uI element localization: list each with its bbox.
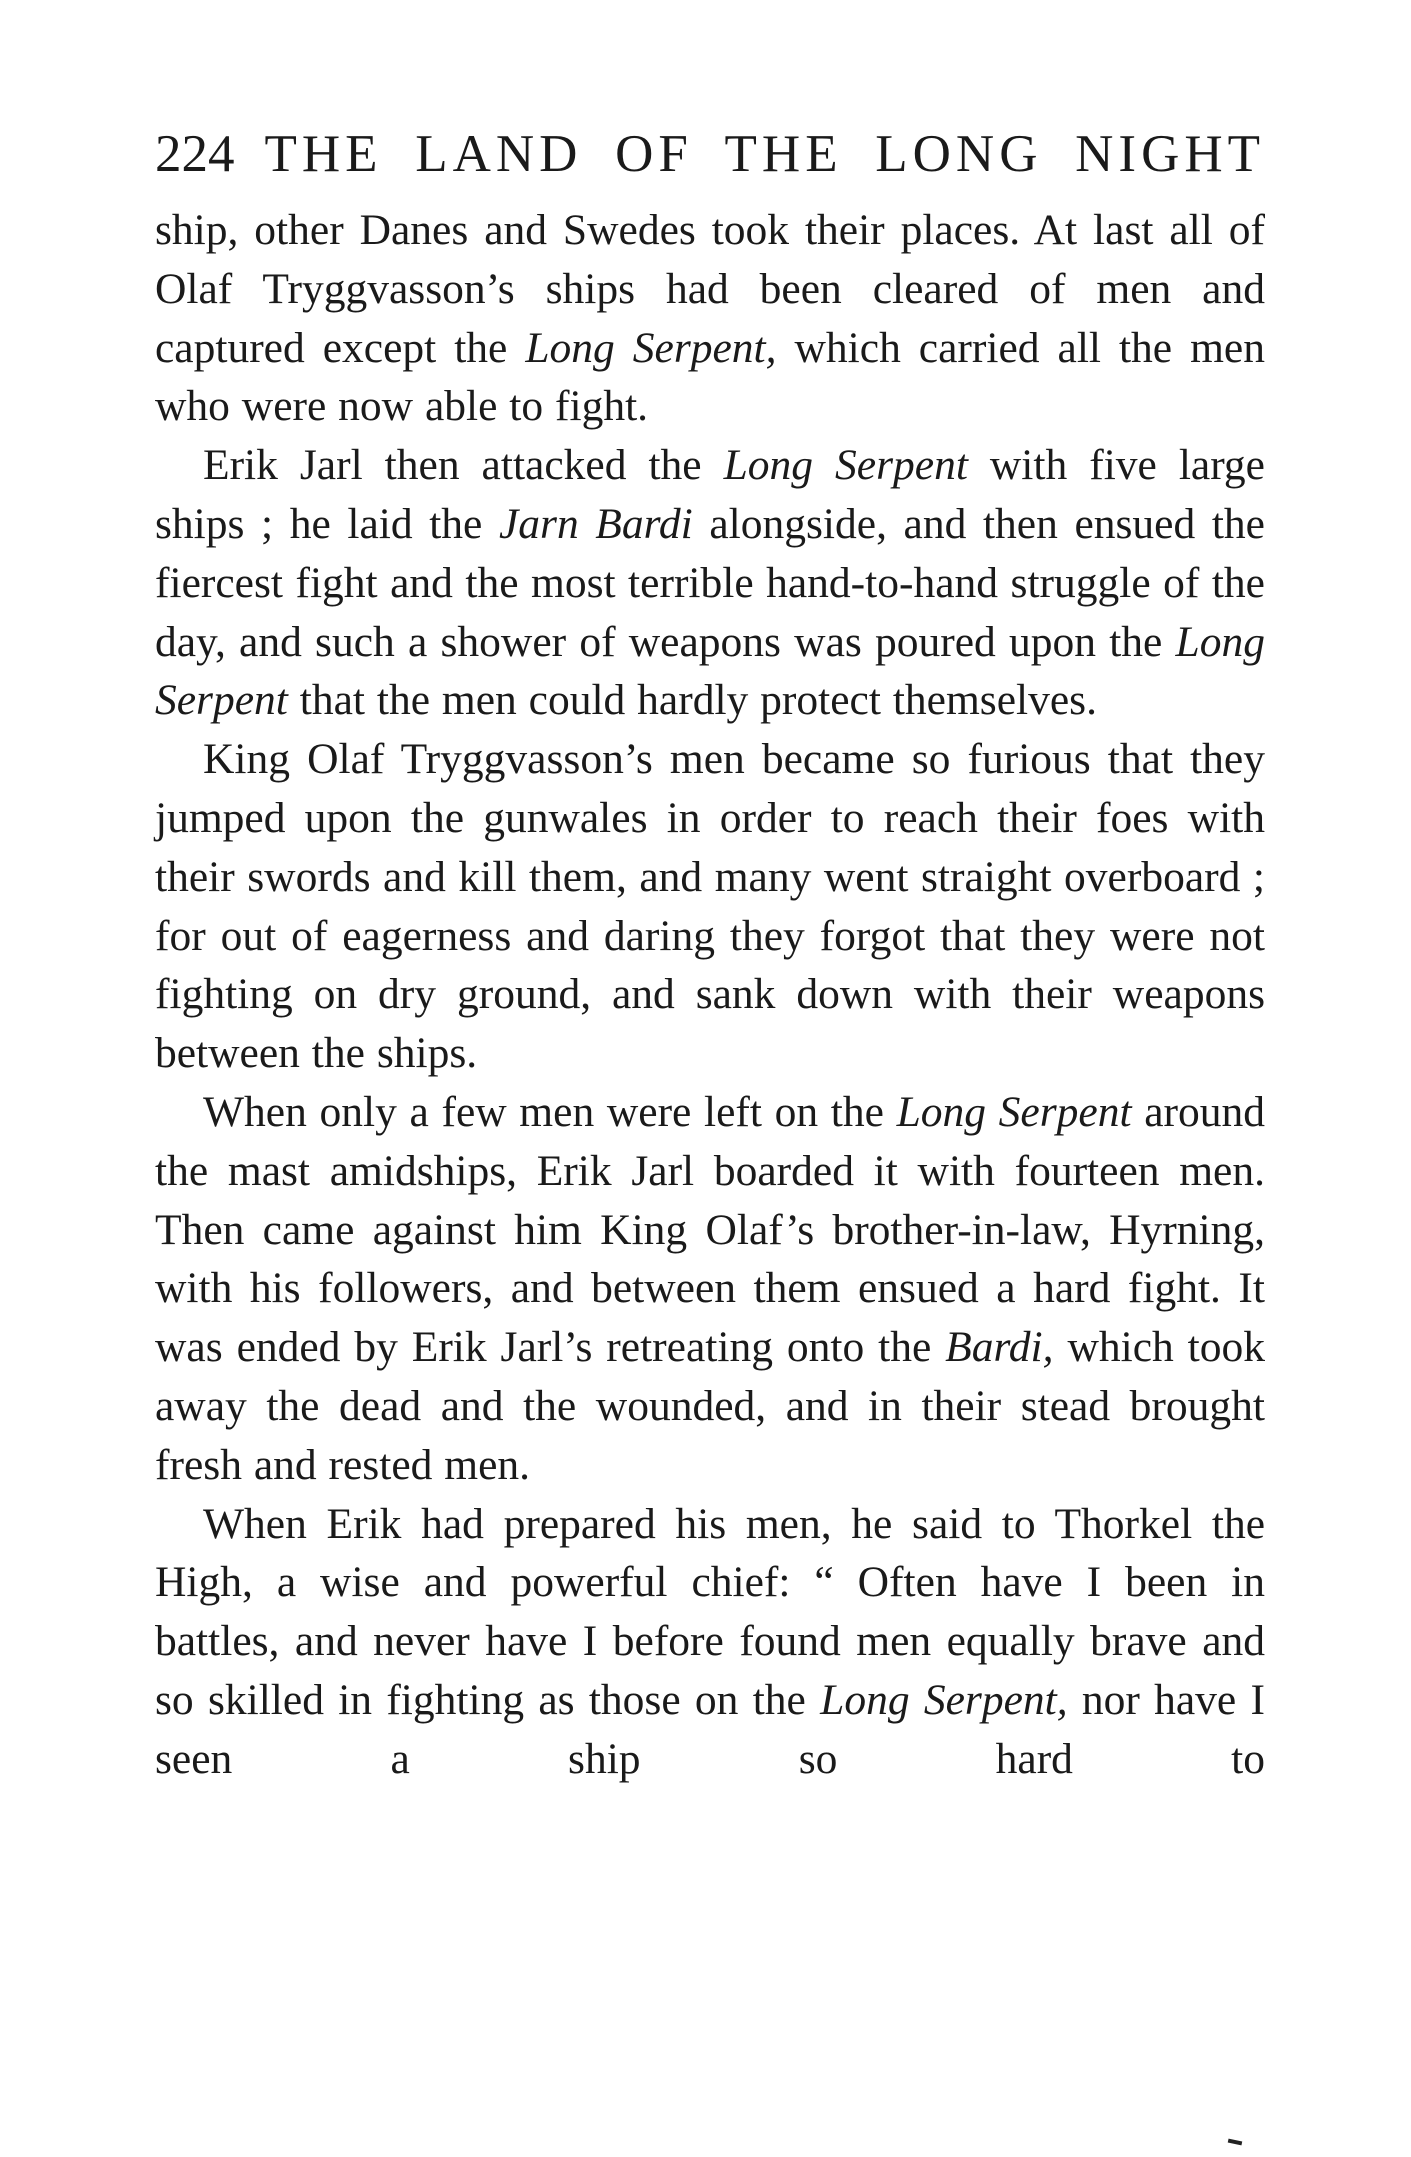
book-page <box>155 125 1266 1789</box>
ship-name: Long Serpent, <box>525 323 777 372</box>
page-number: 224 <box>155 125 235 183</box>
print-mark <box>1228 2139 1243 2146</box>
running-title: THE LAND OF THE LONG NIGHT <box>264 125 1265 183</box>
ship-name: Bardi, <box>945 1323 1054 1372</box>
running-head <box>155 125 1265 183</box>
paragraph: When Erik had prepared his men, he said to Thorkel the High, a wise and powerful chief: “ Often have I been in battles, and never have I before found men equally brave and so skilled in fighting as those on the Long Serpent, nor have I seen a ship so hard to <box>155 1499 1265 1783</box>
paragraph: When only a few men were left on the Long Serpent around the mast amidships, Erik Jarl boarded it with fourteen men. Then came against him King Olaf’s brother-in-law, Hyrning, with his followers, and between them ensued a hard fight. It was ended by Erik Jarl’s retreating onto the Bardi, which took away the dead and the wounded, and in their stead brought fresh and rested men. <box>155 1087 1266 1489</box>
ship-name: Long Serpent, <box>820 1675 1068 1724</box>
ship-name: Long Serpent <box>896 1087 1132 1136</box>
paragraph: King Olaf Tryggvasson’s men became so furious that they jumped upon the gunwales in order to reach their foes with their swords and kill them, and many went straight overboard ; for out of eagerness and daring they forgot that they were not fighting on dry ground, and sank down with their weapons between the ships. <box>155 735 1265 1078</box>
ship-name: Long Serpent <box>723 441 968 490</box>
ship-name: Long Serpent <box>155 617 1265 725</box>
paragraph: ship, other Danes and Swedes took their places. At last all of Olaf Tryggvasson’s ships had been cleared of men and captured except the Long Serpent, which carried all the men who were now able to fight. <box>155 206 1265 431</box>
paragraph: Erik Jarl then attacked the Long Serpent with five large ships ; he laid the Jarn Bardi alongside, and then ensued the fiercest fight and the most terrible hand-to-hand struggle of the day, and such a shower of weapons was poured upon the Long Serpent that the men could hardly protect themselves. <box>155 441 1265 725</box>
ship-name: Jarn Bardi <box>498 499 693 548</box>
